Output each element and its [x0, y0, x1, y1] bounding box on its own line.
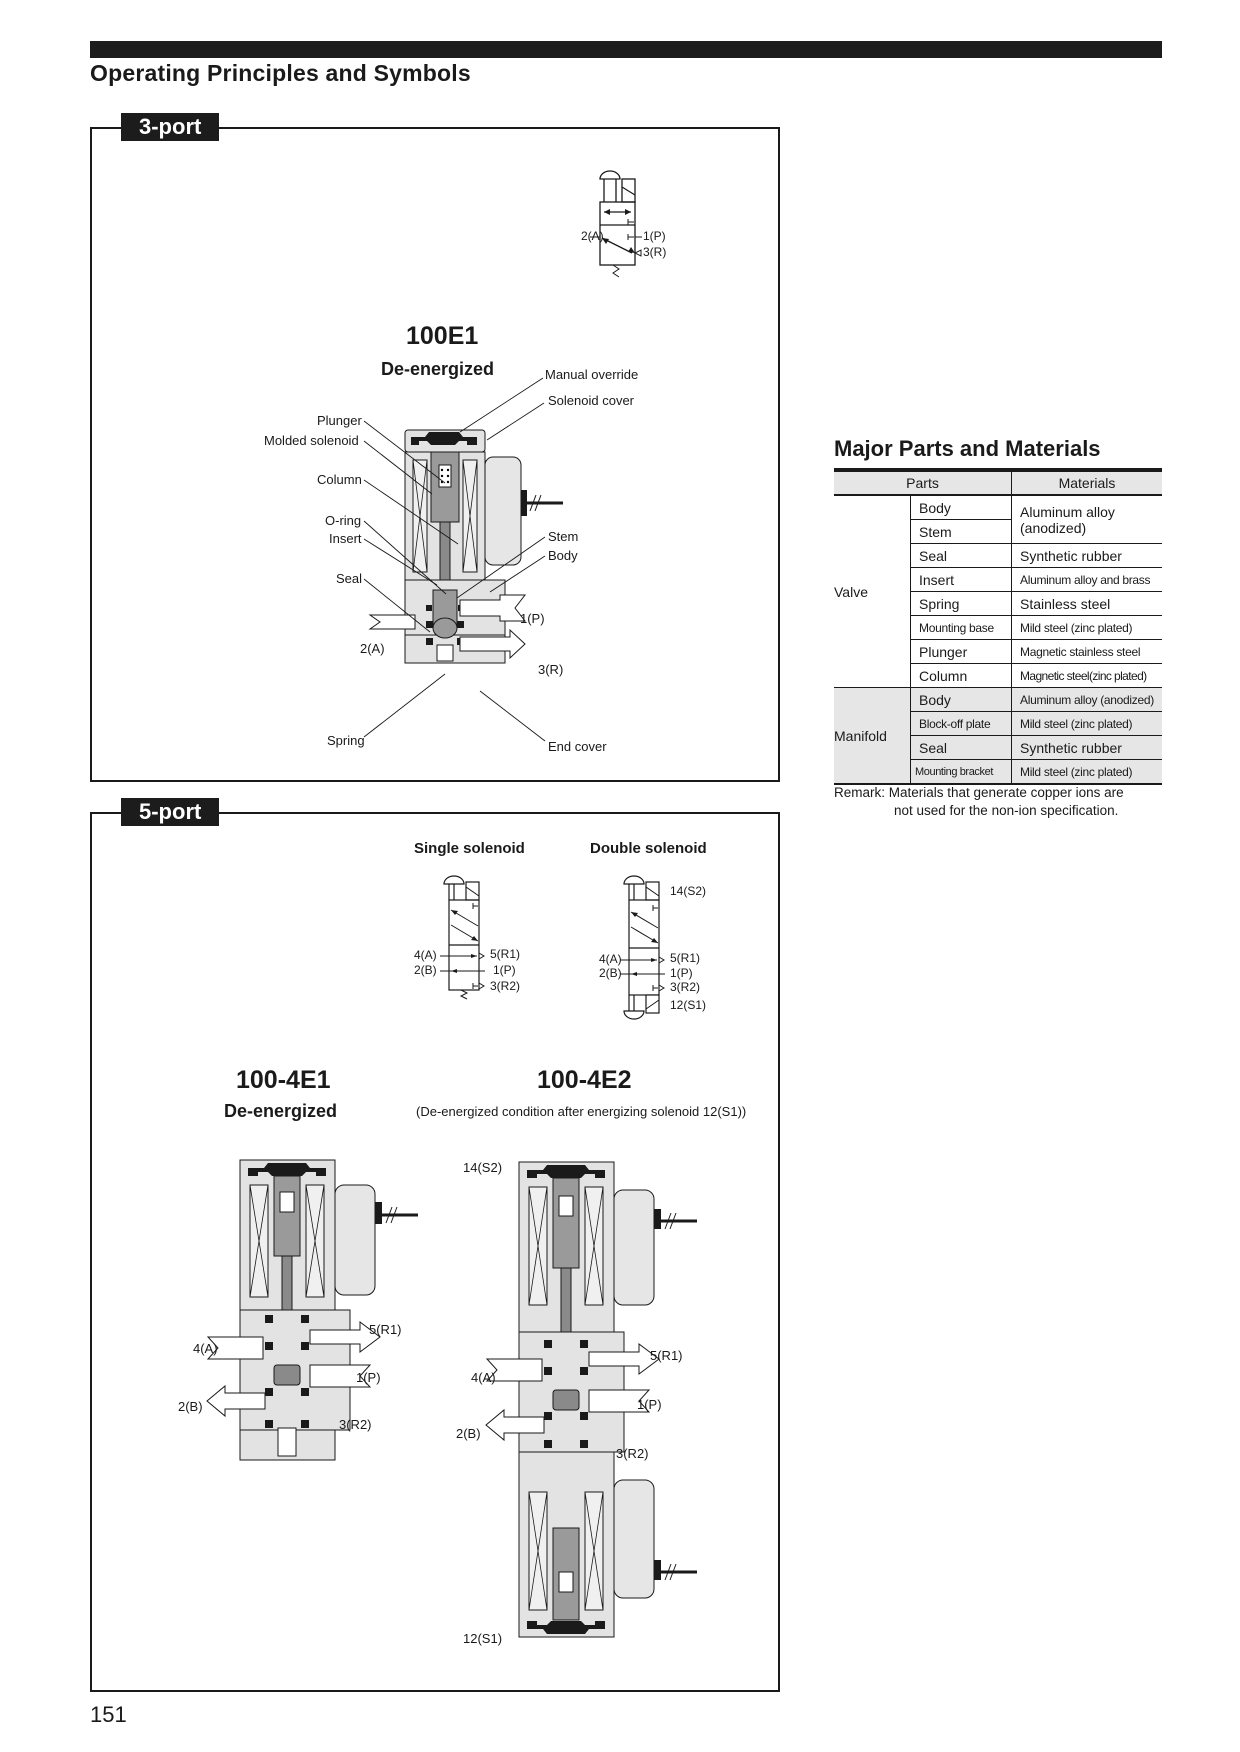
single-port-p: 1(P) — [493, 963, 516, 977]
callout-insert: Insert — [329, 531, 362, 546]
callout-molded-solenoid: Molded solenoid — [264, 433, 359, 448]
material-cell: Mild steel (zinc plated) — [1012, 616, 1163, 640]
part-cell: Column — [911, 664, 1012, 688]
callout-port-r: 3(R) — [538, 662, 564, 677]
column-header-parts: Parts — [834, 470, 1012, 495]
symbol-port-p-label: 1(P) — [643, 229, 666, 243]
single-port-r1: 5(R1) — [490, 947, 521, 961]
e1-port-a: 4(A) — [193, 1341, 218, 1356]
page-title: Operating Principles and Symbols — [90, 60, 471, 86]
parts-materials-table — [834, 468, 1162, 785]
callout-o-ring: O-ring — [325, 513, 362, 528]
material-cell: Aluminum alloy and brass — [1012, 568, 1163, 592]
callout-leader-lines — [0, 0, 780, 780]
double-port-s2: 14(S2) — [670, 884, 707, 898]
part-cell: Mounting base — [911, 616, 1012, 640]
e2-port-r2: 3(R2) — [616, 1446, 649, 1461]
e2-port-s1: 12(S1) — [463, 1631, 503, 1646]
material-cell: Mild steel (zinc plated) — [1012, 760, 1163, 785]
state-100-4e1: De-energized — [224, 1101, 338, 1121]
callout-solenoid-cover: Solenoid cover — [548, 393, 634, 408]
table-header-row — [834, 470, 1162, 495]
callout-manual-override: Manual override — [545, 367, 639, 382]
part-cell: Stem — [911, 520, 1012, 544]
callout-stem: Stem — [548, 529, 579, 544]
group-manifold: Manifold — [834, 688, 911, 785]
group-valve: Valve — [834, 495, 911, 688]
material-cell: Mild steel (zinc plated) — [1012, 712, 1163, 736]
column-header-materials: Materials — [1012, 470, 1163, 495]
double-port-p: 1(P) — [670, 966, 693, 980]
e1-port-b: 2(B) — [178, 1399, 203, 1414]
single-port-a: 4(A) — [414, 948, 437, 962]
callout-body: Body — [548, 548, 578, 563]
model-100-4e2: 100-4E2 — [537, 1066, 632, 1094]
e2-port-r1: 5(R1) — [650, 1348, 683, 1363]
model-100e1: 100E1 — [406, 322, 479, 350]
e1-port-r2: 3(R2) — [339, 1417, 372, 1432]
double-port-r2: 3(R2) — [670, 980, 701, 994]
material-cell: Stainless steel — [1012, 592, 1163, 616]
material-cell: Aluminum alloy (anodized) — [1012, 495, 1163, 544]
symbol-port-a-label: 2(A) — [581, 229, 604, 243]
single-port-r2: 3(R2) — [490, 979, 521, 993]
single-port-b: 2(B) — [414, 963, 437, 977]
valve-100-4e2-cross-section — [517, 1162, 717, 1647]
part-cell: Seal — [911, 544, 1012, 568]
five-port-tab: 5-port — [121, 798, 219, 826]
table-row — [834, 688, 1162, 712]
remark-note — [834, 784, 1164, 820]
state-100-4e2: (De-energized condition after energizing solenoid 12(S1)) — [416, 1104, 747, 1119]
part-cell: Seal — [911, 736, 1012, 760]
e1-port-p: 1(P) — [356, 1370, 381, 1385]
callout-seal: Seal — [336, 571, 363, 586]
state-de-energized: De-energized — [381, 359, 495, 379]
double-port-r1: 5(R1) — [670, 951, 701, 965]
material-cell: Magnetic steel(zinc plated) — [1012, 664, 1163, 688]
symbol-port-r-label: 3(R) — [643, 245, 667, 259]
material-cell: Synthetic rubber — [1012, 736, 1163, 760]
e2-port-s2: 14(S2) — [463, 1160, 503, 1175]
table-row — [834, 495, 1162, 520]
remark-line-1: Remark: Materials that generate copper ions are — [834, 785, 1124, 800]
material-cell: Magnetic stainless steel — [1012, 640, 1163, 664]
part-cell: Block-off plate — [911, 712, 1012, 736]
callout-end-cover: End cover — [548, 739, 607, 754]
remark-line-2: not used for the non-ion specification. — [894, 803, 1119, 818]
part-cell: Body — [911, 688, 1012, 712]
parts-materials-title: Major Parts and Materials — [834, 436, 1101, 461]
part-cell: Spring — [911, 592, 1012, 616]
callout-plunger: Plunger — [317, 413, 362, 428]
callout-column: Column — [317, 472, 362, 487]
double-port-s1: 12(S1) — [670, 998, 707, 1012]
page-number: 151 — [90, 1702, 127, 1727]
part-cell: Body — [911, 495, 1012, 520]
three-port-tab: 3-port — [121, 113, 219, 141]
e1-port-r1: 5(R1) — [369, 1322, 402, 1337]
callout-port-p: 1(P) — [520, 611, 545, 626]
material-cell: Aluminum alloy (anodized) — [1012, 688, 1163, 712]
e2-port-p: 1(P) — [637, 1397, 662, 1412]
callout-spring: Spring — [327, 733, 365, 748]
part-cell: Mounting bracket — [911, 760, 1012, 785]
double-solenoid-title: Double solenoid — [590, 840, 707, 857]
e2-port-a: 4(A) — [471, 1370, 496, 1385]
double-port-b: 2(B) — [599, 966, 622, 980]
part-cell: Insert — [911, 568, 1012, 592]
single-solenoid-title: Single solenoid — [414, 840, 525, 857]
callout-port-a: 2(A) — [360, 641, 385, 656]
model-100-4e1: 100-4E1 — [236, 1066, 331, 1094]
valve-100-4e1-cross-section — [238, 1160, 438, 1465]
part-cell: Plunger — [911, 640, 1012, 664]
double-port-a: 4(A) — [599, 952, 622, 966]
e2-port-b: 2(B) — [456, 1426, 481, 1441]
material-cell: Synthetic rubber — [1012, 544, 1163, 568]
